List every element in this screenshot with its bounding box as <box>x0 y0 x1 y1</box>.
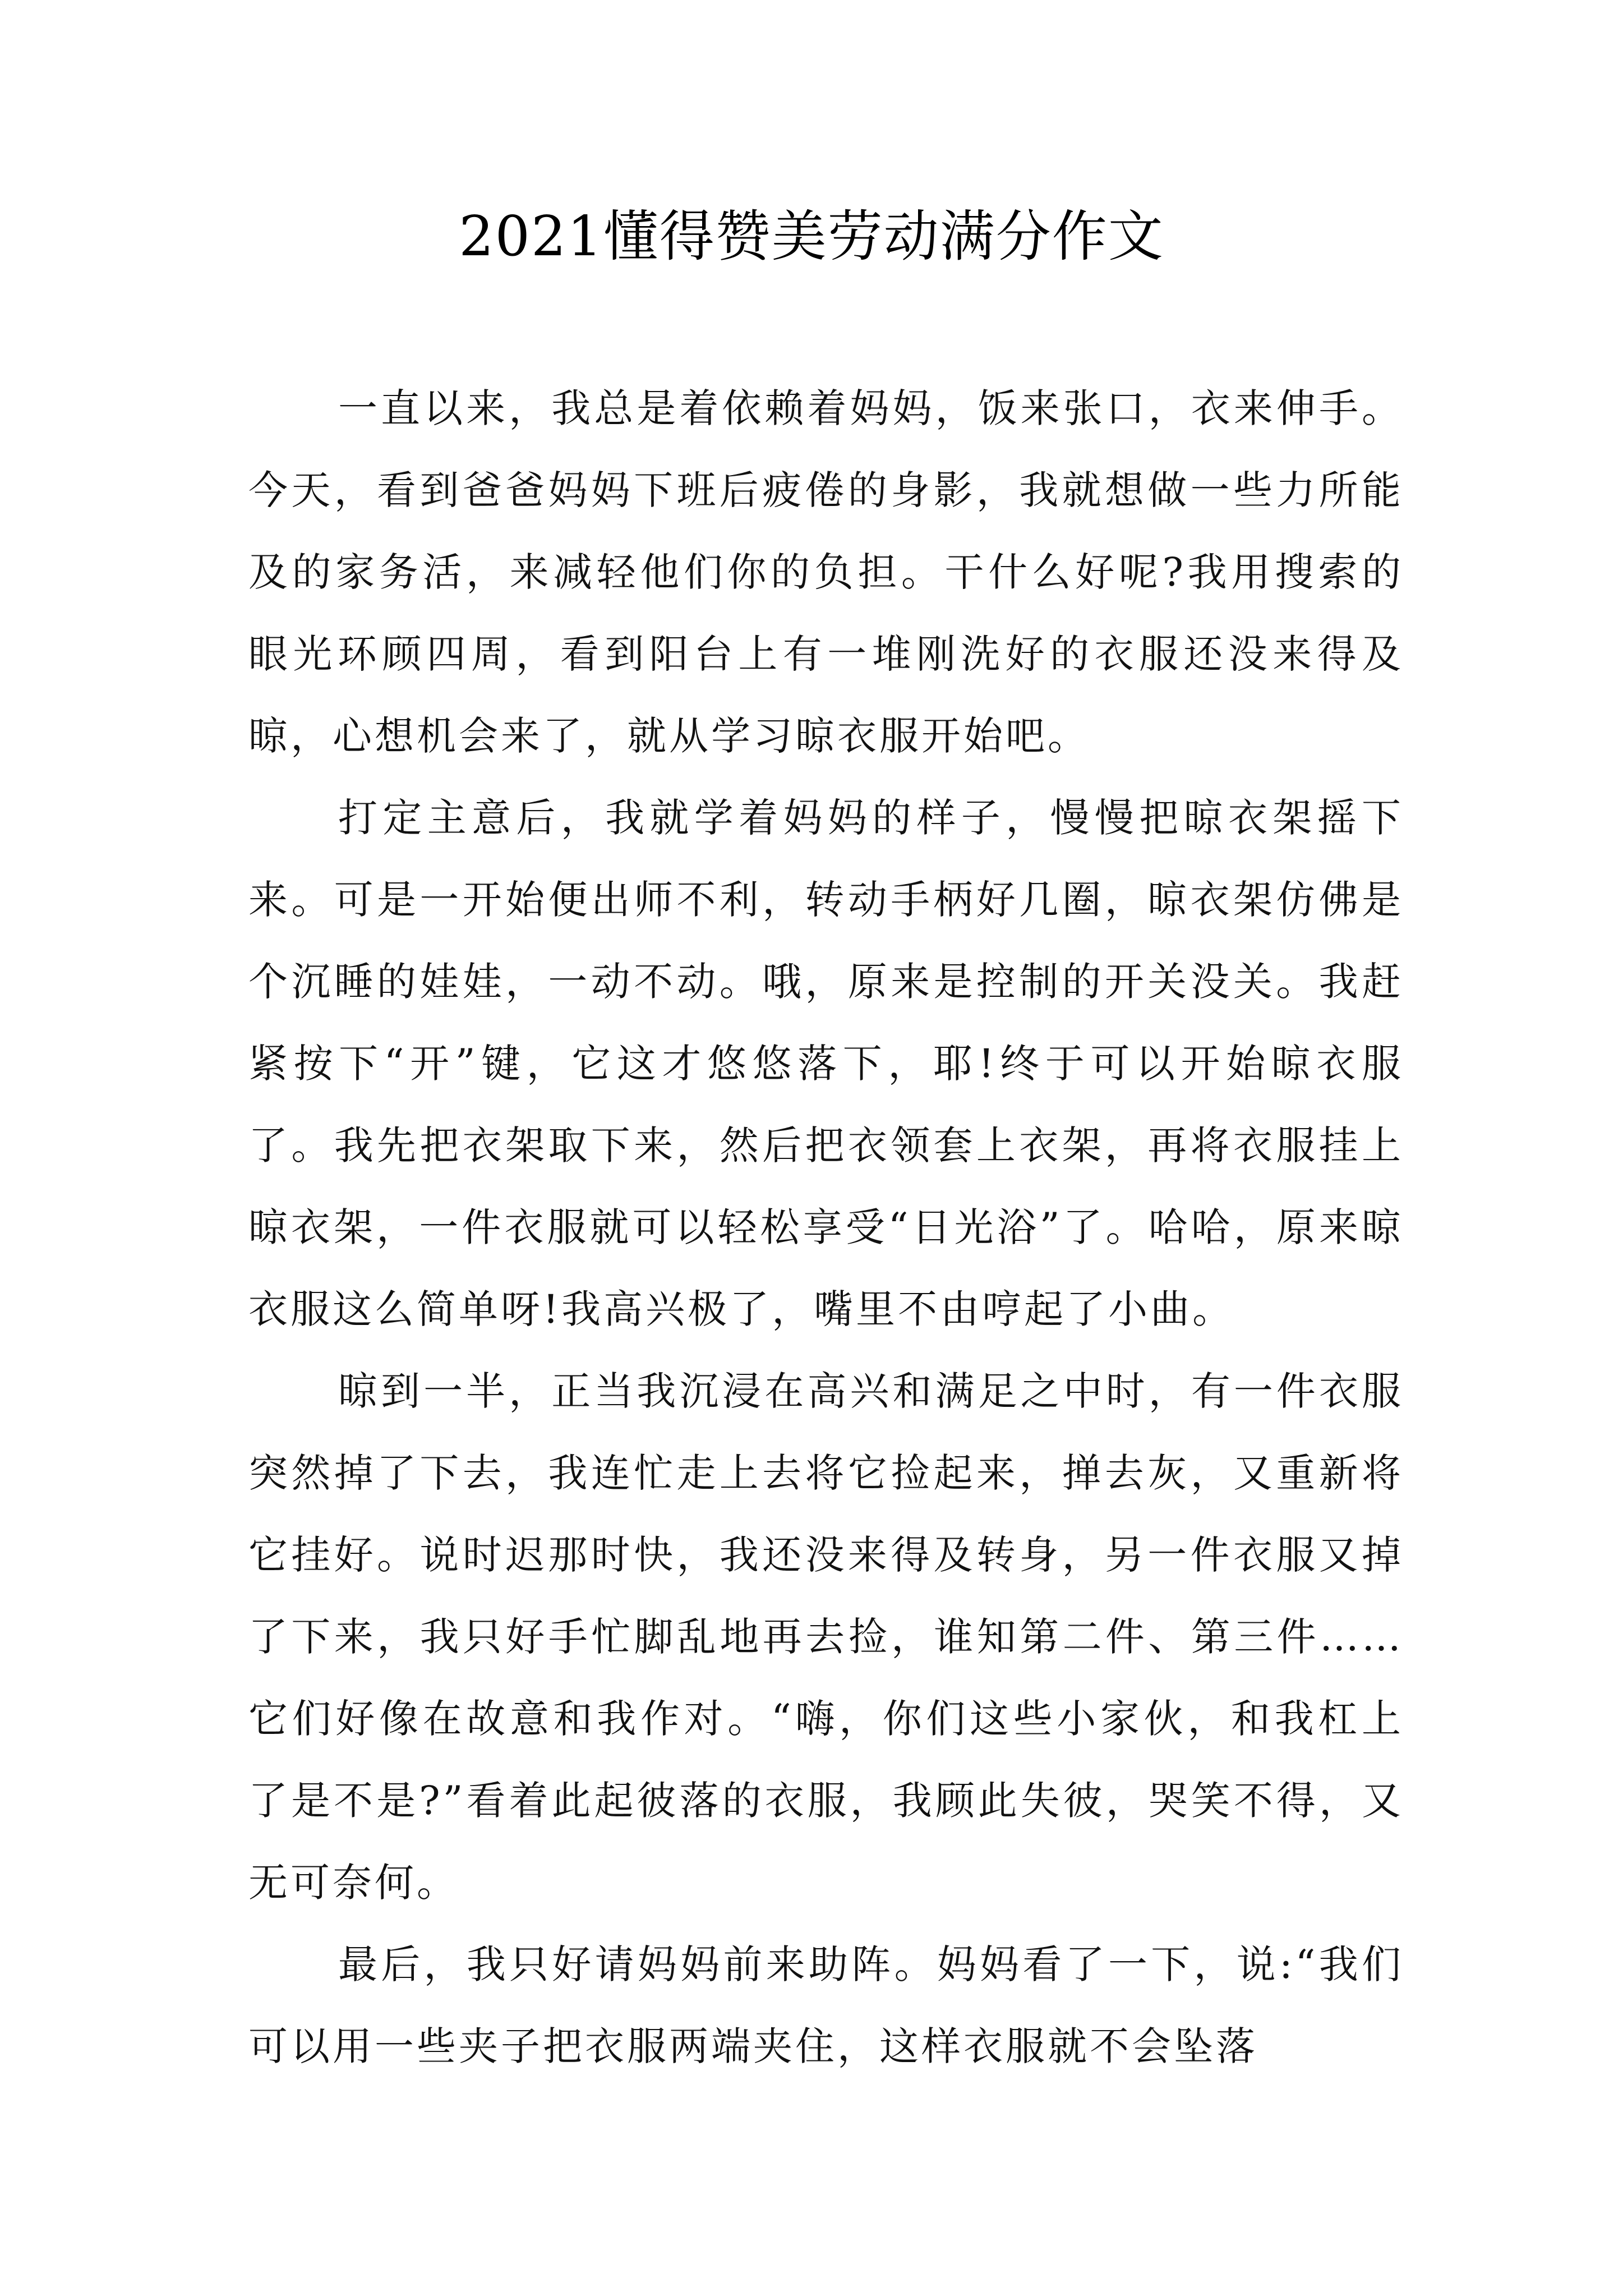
paragraph-2: 打定主意后，我就学着妈妈的样子，慢慢把晾衣架摇下来。可是一开始便出师不利，转动手柄好几圈，晾衣架仿佛是个沉睡的娃娃，一动不动。哦，原来是控制的开关没关。我赶紧按下“开”键，它这才悠悠落下，耶!终于可以开始晾衣服了。我先把衣架取下来，然后把衣领套上衣架，再将衣服挂上晾衣架，一件衣服就可以轻松享受“日光浴”了。哈哈，原来晾衣服这么简单呀!我高兴极了，嘴里不由哼起了小曲。 <box>248 795 1404 1332</box>
paragraph-1: 一直以来，我总是着依赖着妈妈，饭来张口，衣来伸手。今天，看到爸爸妈妈下班后疲倦的身影，我就想做一些力所能及的家务活，来减轻他们你的负担。干什么好呢?我用搜索的眼光环顾四周，看到阳台上有一堆刚洗好的衣服还没来得及晾，心想机会来了，就从学习晾衣服开始吧。 <box>248 385 1404 759</box>
document-title: 2021懂得赞美劳动满分作文 <box>459 205 1164 269</box>
document-body <box>248 367 1404 2087</box>
paragraph-4: 最后，我只好请妈妈前来助阵。妈妈看了一下，说:“我们可以用一些夹子把衣服两端夹住，这样衣服就不会坠落 <box>248 1941 1404 2069</box>
paragraph-3: 晾到一半，正当我沉浸在高兴和满足之中时，有一件衣服突然掉了下去，我连忙走上去将它捡起来，掸去灰，又重新将它挂好。说时迟那时快，我还没来得及转身，另一件衣服又掉了下来，我只好手忙脚乱地再去捡，谁知第二件、第三件……它们好像在故意和我作对。“嗨，你们这些小家伙，和我杠上了是不是?”看着此起彼落的衣服，我顾此失彼，哭笑不得，又无可奈何。 <box>248 1368 1404 1906</box>
